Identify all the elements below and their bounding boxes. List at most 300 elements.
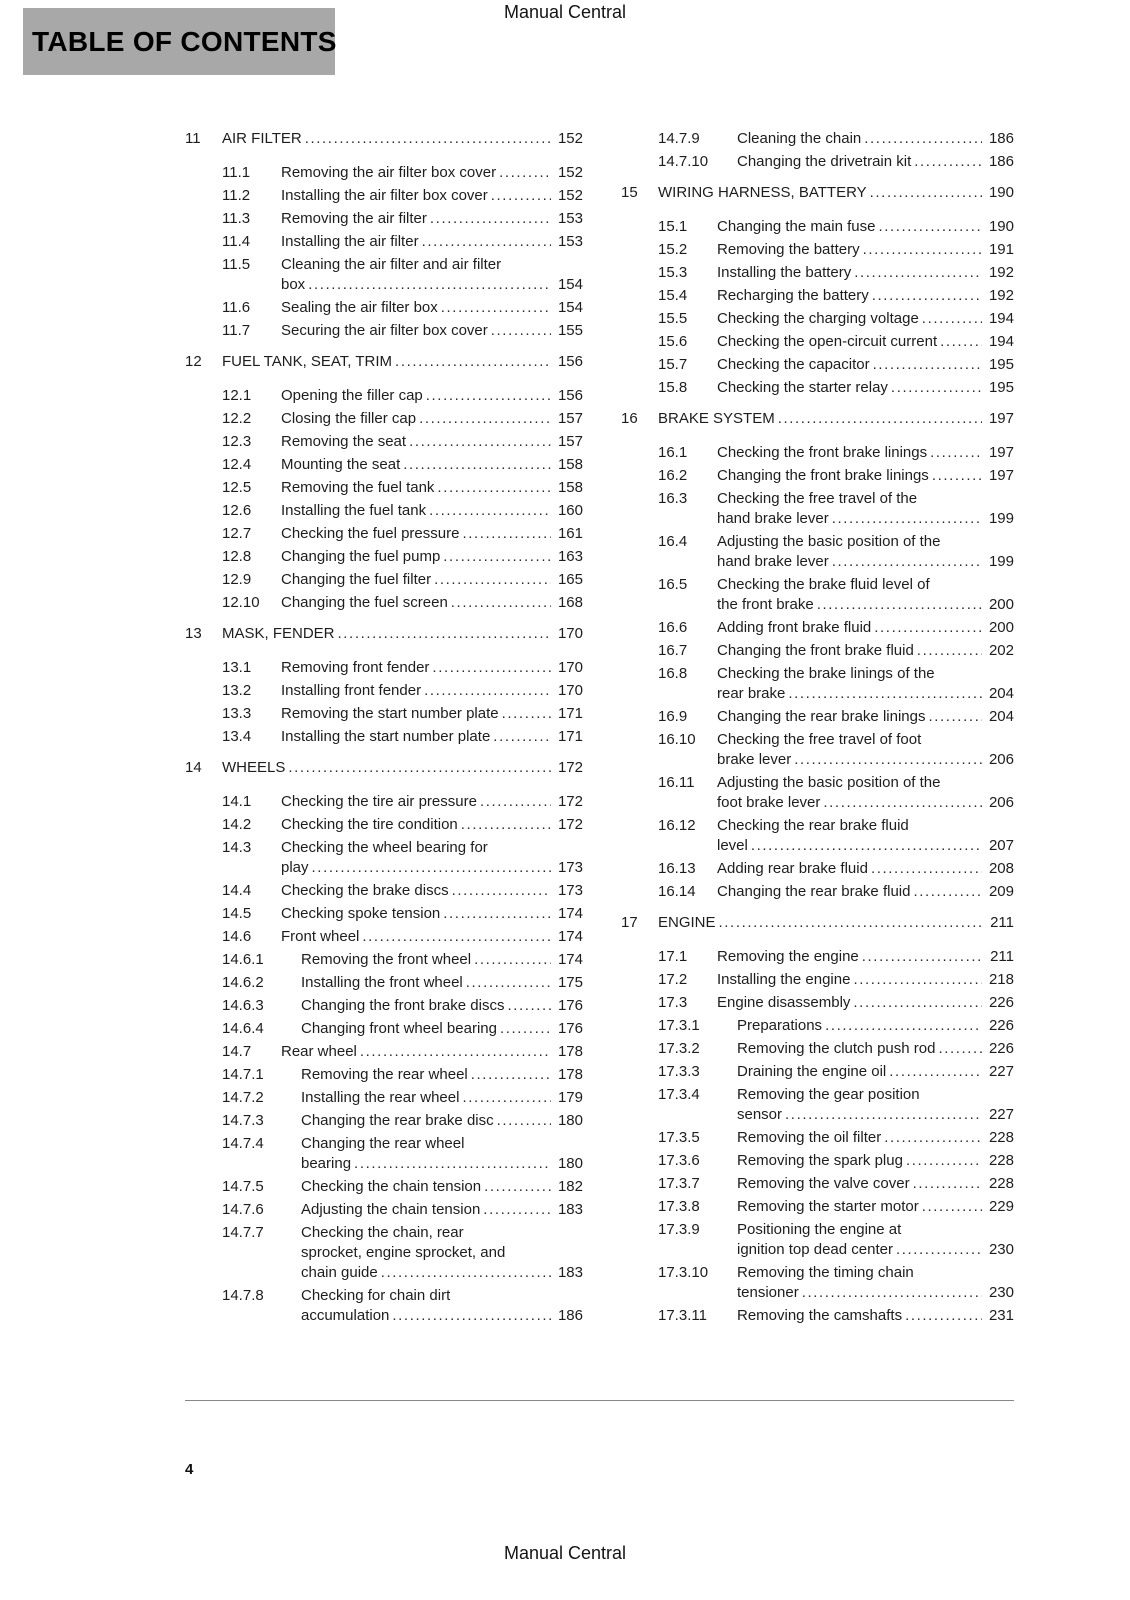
toc-item-page: 204 — [988, 685, 1014, 702]
toc-item-title: Removing the valve cover — [737, 1175, 910, 1192]
toc-entry-17-3-1 — [621, 1016, 1014, 1036]
toc-entry-13-2 — [185, 681, 583, 701]
toc-item-body — [717, 355, 1014, 375]
leader-dots — [499, 163, 551, 183]
leader-dots — [932, 466, 982, 486]
toc-line — [301, 1019, 583, 1039]
toc-line — [222, 129, 583, 149]
toc-item-page: 178 — [557, 1043, 583, 1060]
toc-item-body — [281, 232, 583, 252]
leader-dots — [461, 815, 551, 835]
toc-item-page: 206 — [988, 751, 1014, 768]
toc-item-title: accumulation — [301, 1307, 390, 1324]
toc-line — [301, 1223, 583, 1243]
toc-item-number: 17.3.10 — [658, 1264, 709, 1281]
toc-line — [281, 163, 583, 183]
toc-item-body — [281, 524, 583, 544]
toc-item-number: 16.13 — [658, 860, 696, 877]
toc-line — [281, 524, 583, 544]
leader-dots — [794, 750, 982, 770]
toc-item-page: 170 — [557, 659, 583, 676]
leader-dots — [419, 409, 551, 429]
toc-item-number: 12.7 — [222, 525, 252, 542]
toc-line — [717, 355, 1014, 375]
leader-dots — [443, 904, 551, 924]
toc-line — [717, 575, 1014, 595]
toc-entry-17-3-7 — [621, 1174, 1014, 1194]
toc-entry-17-3-2 — [621, 1039, 1014, 1059]
toc-item-body — [717, 309, 1014, 329]
leader-dots — [471, 1065, 551, 1085]
toc-line — [717, 836, 1014, 856]
toc-line — [717, 309, 1014, 329]
toc-item-body — [717, 773, 1014, 813]
toc-item-title: Removing the front wheel — [301, 951, 472, 968]
toc-entry-13-1 — [185, 658, 583, 678]
toc-item-body — [737, 1085, 1014, 1125]
toc-item-page: 172 — [557, 816, 583, 833]
leader-dots — [878, 217, 982, 237]
toc-item-number: 16.5 — [658, 576, 688, 593]
toc-item-body — [222, 352, 583, 372]
leader-dots — [940, 332, 982, 352]
toc-item-body — [717, 993, 1014, 1013]
toc-line — [281, 386, 583, 406]
toc-item-title: Removing the clutch push rod — [737, 1040, 936, 1057]
toc-entry-11-6 — [185, 298, 583, 318]
toc-item-title: Changing the drivetrain kit — [737, 153, 912, 170]
toc-item-page: 152 — [557, 130, 583, 147]
toc-item-page: 180 — [557, 1112, 583, 1129]
toc-entry-17-3-8 — [621, 1197, 1014, 1217]
toc-line — [301, 1263, 583, 1283]
toc-entry-13-4 — [185, 727, 583, 747]
table-of-contents — [185, 129, 1014, 1329]
toc-item-body — [737, 1306, 1014, 1326]
toc-entry-14-2 — [185, 815, 583, 835]
toc-entry-15-2 — [621, 240, 1014, 260]
toc-item-body — [281, 186, 583, 206]
toc-item-number: 16.7 — [658, 642, 688, 659]
toc-column-left — [185, 129, 583, 1329]
toc-item-page: 208 — [988, 860, 1014, 877]
toc-item-page: 163 — [557, 548, 583, 565]
toc-line — [301, 1065, 583, 1085]
toc-item-page: 197 — [988, 410, 1014, 427]
toc-item-title: Removing the engine — [717, 948, 859, 965]
toc-item-number: 17.3 — [658, 994, 688, 1011]
toc-item-number: 15.4 — [658, 287, 688, 304]
toc-item-body — [717, 882, 1014, 902]
toc-item-title: Preparations — [737, 1017, 823, 1034]
toc-item-page: 155 — [557, 322, 583, 339]
toc-line — [281, 547, 583, 567]
toc-item-body — [281, 593, 583, 613]
toc-item-title: hand brake lever — [717, 553, 829, 570]
toc-column-right — [621, 129, 1014, 1329]
toc-entry-17-3-11 — [621, 1306, 1014, 1326]
toc-item-body — [717, 859, 1014, 879]
leader-dots — [891, 378, 982, 398]
toc-item-page: 153 — [557, 233, 583, 250]
toc-line — [737, 1283, 1014, 1303]
toc-line — [301, 996, 583, 1016]
toc-item-page: 154 — [557, 299, 583, 316]
toc-item-body — [281, 209, 583, 229]
toc-line — [222, 352, 583, 372]
toc-item-body — [281, 792, 583, 812]
toc-item-number: 15.1 — [658, 218, 688, 235]
toc-line — [281, 275, 583, 295]
toc-entry-14-7-3 — [185, 1111, 583, 1131]
toc-item-title: Adding front brake fluid — [717, 619, 872, 636]
toc-item-page: 174 — [557, 928, 583, 945]
toc-line — [301, 973, 583, 993]
toc-item-number: 15.8 — [658, 379, 688, 396]
toc-item-title: Checking the chain tension — [301, 1178, 482, 1195]
toc-line — [301, 950, 583, 970]
toc-item-title: Checking the open-circuit current — [717, 333, 938, 350]
toc-line — [717, 793, 1014, 813]
toc-item-number: 17.3.5 — [658, 1129, 700, 1146]
toc-entry-11-5 — [185, 255, 583, 295]
toc-item-number: 16.1 — [658, 444, 688, 461]
toc-item-title: Installing the air filter box cover — [281, 187, 488, 204]
toc-item-body — [737, 1197, 1014, 1217]
toc-line — [717, 263, 1014, 283]
toc-item-page: 191 — [988, 241, 1014, 258]
toc-item-body — [281, 815, 583, 835]
leader-dots — [441, 298, 551, 318]
toc-line — [717, 378, 1014, 398]
toc-line — [717, 489, 1014, 509]
toc-item-body — [301, 1177, 583, 1197]
toc-item-title: box — [281, 276, 306, 293]
toc-line — [281, 792, 583, 812]
toc-item-title: Installing the engine — [717, 971, 851, 988]
toc-entry-15-1 — [621, 217, 1014, 237]
leader-dots — [392, 1306, 551, 1326]
toc-entry-16-4 — [621, 532, 1014, 572]
toc-item-body — [281, 255, 583, 295]
leader-dots — [854, 263, 982, 283]
toc-entry-14-6-4 — [185, 1019, 583, 1039]
toc-item-page: 226 — [988, 1040, 1014, 1057]
toc-item-title: Checking the charging voltage — [717, 310, 919, 327]
toc-item-title: Changing the fuel pump — [281, 548, 441, 565]
toc-item-page: 231 — [988, 1307, 1014, 1324]
toc-item-page: 230 — [988, 1241, 1014, 1258]
toc-line — [717, 217, 1014, 237]
toc-item-page: 202 — [988, 642, 1014, 659]
toc-item-body — [301, 973, 583, 993]
toc-item-page: 186 — [988, 130, 1014, 147]
toc-item-number: 14.3 — [222, 839, 252, 856]
toc-item-title: Cleaning the chain — [737, 130, 862, 147]
toc-item-body — [717, 664, 1014, 704]
toc-entry-15-6 — [621, 332, 1014, 352]
toc-item-page: 156 — [557, 353, 583, 370]
toc-item-title: the front brake — [717, 596, 814, 613]
toc-entry-16-12 — [621, 816, 1014, 856]
toc-entry-14-7-8 — [185, 1286, 583, 1326]
toc-item-title: Checking for chain dirt — [301, 1287, 451, 1304]
toc-item-number: 14.6 — [222, 928, 252, 945]
toc-item-number: 14.7.4 — [222, 1135, 264, 1152]
toc-item-page: 178 — [557, 1066, 583, 1083]
toc-line — [281, 570, 583, 590]
toc-item-title: Removing the camshafts — [737, 1307, 903, 1324]
toc-item-title: Checking the brake linings of the — [717, 665, 935, 682]
toc-line — [737, 1197, 1014, 1217]
toc-line — [717, 993, 1014, 1013]
toc-item-title: AIR FILTER — [222, 130, 302, 147]
toc-item-number: 11 — [185, 130, 201, 147]
leader-dots — [862, 947, 982, 967]
toc-item-title: bearing — [301, 1155, 352, 1172]
leader-dots — [906, 1151, 982, 1171]
leader-dots — [362, 927, 551, 947]
toc-item-body — [658, 913, 1014, 933]
toc-item-title: Checking the chain, rear — [301, 1224, 464, 1241]
toc-item-body — [281, 163, 583, 183]
toc-item-number: 13 — [185, 625, 202, 642]
leader-dots — [938, 1039, 982, 1059]
toc-item-page: 199 — [988, 510, 1014, 527]
toc-item-number: 14.2 — [222, 816, 252, 833]
toc-entry-16-1 — [621, 443, 1014, 463]
toc-entry-17-3 — [621, 993, 1014, 1013]
toc-item-body — [737, 1062, 1014, 1082]
toc-item-body — [281, 386, 583, 406]
toc-line — [281, 232, 583, 252]
toc-item-title: Securing the air filter box cover — [281, 322, 488, 339]
toc-line — [281, 298, 583, 318]
toc-item-body — [717, 489, 1014, 529]
toc-item-page: 227 — [988, 1106, 1014, 1123]
toc-item-page: 190 — [988, 184, 1014, 201]
toc-item-number: 14.6.3 — [222, 997, 264, 1014]
toc-item-number: 17.3.4 — [658, 1086, 700, 1103]
toc-section-15 — [621, 183, 1014, 203]
toc-item-body — [737, 1039, 1014, 1059]
leader-dots — [462, 1088, 551, 1108]
toc-item-title: Checking the front brake linings — [717, 444, 928, 461]
toc-item-page: 171 — [557, 728, 583, 745]
toc-item-title: WHEELS — [222, 759, 286, 776]
leader-dots — [360, 1042, 551, 1062]
leader-dots — [914, 152, 982, 172]
toc-item-body — [717, 707, 1014, 727]
toc-item-number: 13.3 — [222, 705, 252, 722]
toc-item-body — [301, 950, 583, 970]
toc-item-title: Installing the front wheel — [301, 974, 463, 991]
toc-item-number: 14.6.4 — [222, 1020, 264, 1037]
toc-entry-14-7-1 — [185, 1065, 583, 1085]
toc-item-number: 11.5 — [222, 256, 251, 273]
toc-item-title: Mounting the seat — [281, 456, 401, 473]
leader-dots — [288, 758, 551, 778]
toc-item-body — [717, 263, 1014, 283]
toc-line — [737, 1039, 1014, 1059]
leader-dots — [381, 1263, 551, 1283]
toc-entry-14-7-5 — [185, 1177, 583, 1197]
toc-item-title: Changing the rear brake disc — [301, 1112, 494, 1129]
toc-item-title: Checking the free travel of foot — [717, 731, 922, 748]
leader-dots — [864, 129, 982, 149]
toc-item-body — [658, 409, 1014, 429]
toc-item-title: Checking the free travel of the — [717, 490, 918, 507]
toc-item-body — [717, 816, 1014, 856]
toc-item-number: 11.2 — [222, 187, 251, 204]
toc-entry-11-7 — [185, 321, 583, 341]
toc-entry-16-10 — [621, 730, 1014, 770]
toc-entry-17-3-4 — [621, 1085, 1014, 1125]
toc-item-page: 186 — [557, 1307, 583, 1324]
toc-item-body — [281, 409, 583, 429]
leader-dots — [483, 1200, 551, 1220]
toc-item-page: 157 — [557, 433, 583, 450]
toc-item-number: 16.11 — [658, 774, 695, 791]
toc-entry-15-4 — [621, 286, 1014, 306]
toc-line — [301, 1088, 583, 1108]
leader-dots — [430, 209, 551, 229]
toc-item-body — [717, 947, 1014, 967]
toc-item-page: 228 — [988, 1152, 1014, 1169]
toc-item-page: 204 — [988, 708, 1014, 725]
toc-item-body — [301, 1065, 583, 1085]
toc-item-body — [281, 881, 583, 901]
leader-dots — [466, 973, 551, 993]
toc-line — [301, 1154, 583, 1174]
toc-item-number: 14.7.3 — [222, 1112, 264, 1129]
toc-item-title: Changing the main fuse — [717, 218, 876, 235]
toc-item-number: 14.7 — [222, 1043, 252, 1060]
toc-entry-14-7-4 — [185, 1134, 583, 1174]
toc-item-body — [281, 1042, 583, 1062]
toc-item-body — [281, 838, 583, 878]
leader-dots — [913, 1174, 982, 1194]
toc-section-14 — [185, 758, 583, 778]
toc-line — [717, 664, 1014, 684]
toc-line — [301, 1243, 583, 1263]
toc-item-page: 165 — [557, 571, 583, 588]
leader-dots — [403, 455, 551, 475]
toc-entry-16-5 — [621, 575, 1014, 615]
leader-dots — [437, 478, 551, 498]
toc-item-body — [737, 152, 1014, 172]
toc-item-body — [222, 758, 583, 778]
toc-line — [717, 532, 1014, 552]
toc-item-title: Changing the front brake fluid — [717, 642, 914, 659]
toc-line — [717, 859, 1014, 879]
toc-entry-12-8 — [185, 547, 583, 567]
toc-item-number: 13.4 — [222, 728, 252, 745]
toc-item-number: 14.7.6 — [222, 1201, 264, 1218]
leader-dots — [873, 355, 982, 375]
toc-item-title: chain guide — [301, 1264, 378, 1281]
toc-item-page: 161 — [557, 525, 583, 542]
toc-entry-14-4 — [185, 881, 583, 901]
page-number: 4 — [185, 1461, 194, 1478]
toc-item-title: brake lever — [717, 751, 792, 768]
toc-item-title: Checking the tire air pressure — [281, 793, 477, 810]
toc-item-page: 182 — [557, 1178, 583, 1195]
leader-dots — [751, 836, 982, 856]
toc-item-title: Checking the brake discs — [281, 882, 449, 899]
toc-item-title: Installing front fender — [281, 682, 422, 699]
toc-line — [737, 1263, 1014, 1283]
toc-line — [717, 618, 1014, 638]
toc-item-title: Removing the fuel tank — [281, 479, 435, 496]
toc-item-number: 15.7 — [658, 356, 688, 373]
toc-line — [301, 1177, 583, 1197]
toc-item-title: rear brake — [717, 685, 786, 702]
toc-line — [737, 152, 1014, 172]
toc-line — [737, 1174, 1014, 1194]
toc-line — [737, 1220, 1014, 1240]
toc-item-body — [301, 1088, 583, 1108]
leader-dots — [502, 704, 551, 724]
toc-line — [281, 1042, 583, 1062]
leader-dots — [432, 658, 551, 678]
toc-item-page: 186 — [988, 153, 1014, 170]
toc-line — [281, 681, 583, 701]
toc-item-body — [281, 727, 583, 747]
toc-line — [281, 321, 583, 341]
leader-dots — [889, 1062, 982, 1082]
toc-item-title: Installing the rear wheel — [301, 1089, 460, 1106]
toc-item-title: Front wheel — [281, 928, 360, 945]
toc-item-title: Checking the wheel bearing for — [281, 839, 488, 856]
toc-item-body — [717, 575, 1014, 615]
toc-line — [717, 240, 1014, 260]
toc-item-number: 16.8 — [658, 665, 688, 682]
toc-item-body — [281, 478, 583, 498]
toc-item-body — [281, 658, 583, 678]
leader-dots — [491, 186, 551, 206]
leader-dots — [308, 275, 551, 295]
toc-item-body — [717, 332, 1014, 352]
toc-item-title: BRAKE SYSTEM — [658, 410, 775, 427]
leader-dots — [443, 547, 551, 567]
toc-line — [281, 858, 583, 878]
toc-entry-17-3-10 — [621, 1263, 1014, 1303]
toc-item-body — [717, 443, 1014, 463]
toc-item-body — [281, 547, 583, 567]
toc-item-title: Installing the start number plate — [281, 728, 491, 745]
toc-line — [281, 478, 583, 498]
toc-item-body — [737, 1151, 1014, 1171]
toc-item-number: 17.1 — [658, 948, 688, 965]
toc-item-body — [222, 624, 583, 644]
toc-item-number: 14.7.7 — [222, 1224, 264, 1241]
toc-line — [301, 1306, 583, 1326]
toc-item-page: 152 — [557, 187, 583, 204]
toc-item-page: 174 — [557, 905, 583, 922]
toc-item-title: Removing the starter motor — [737, 1198, 919, 1215]
leader-dots — [896, 1240, 982, 1260]
toc-line — [737, 1016, 1014, 1036]
toc-item-page: 173 — [557, 882, 583, 899]
leader-dots — [434, 570, 551, 590]
toc-item-title: Adjusting the basic position of the — [717, 774, 941, 791]
leader-dots — [312, 858, 551, 878]
leader-dots — [788, 684, 982, 704]
leader-dots — [484, 1177, 551, 1197]
toc-item-page: 170 — [557, 682, 583, 699]
toc-item-title: sprocket, engine sprocket, and — [301, 1244, 506, 1261]
